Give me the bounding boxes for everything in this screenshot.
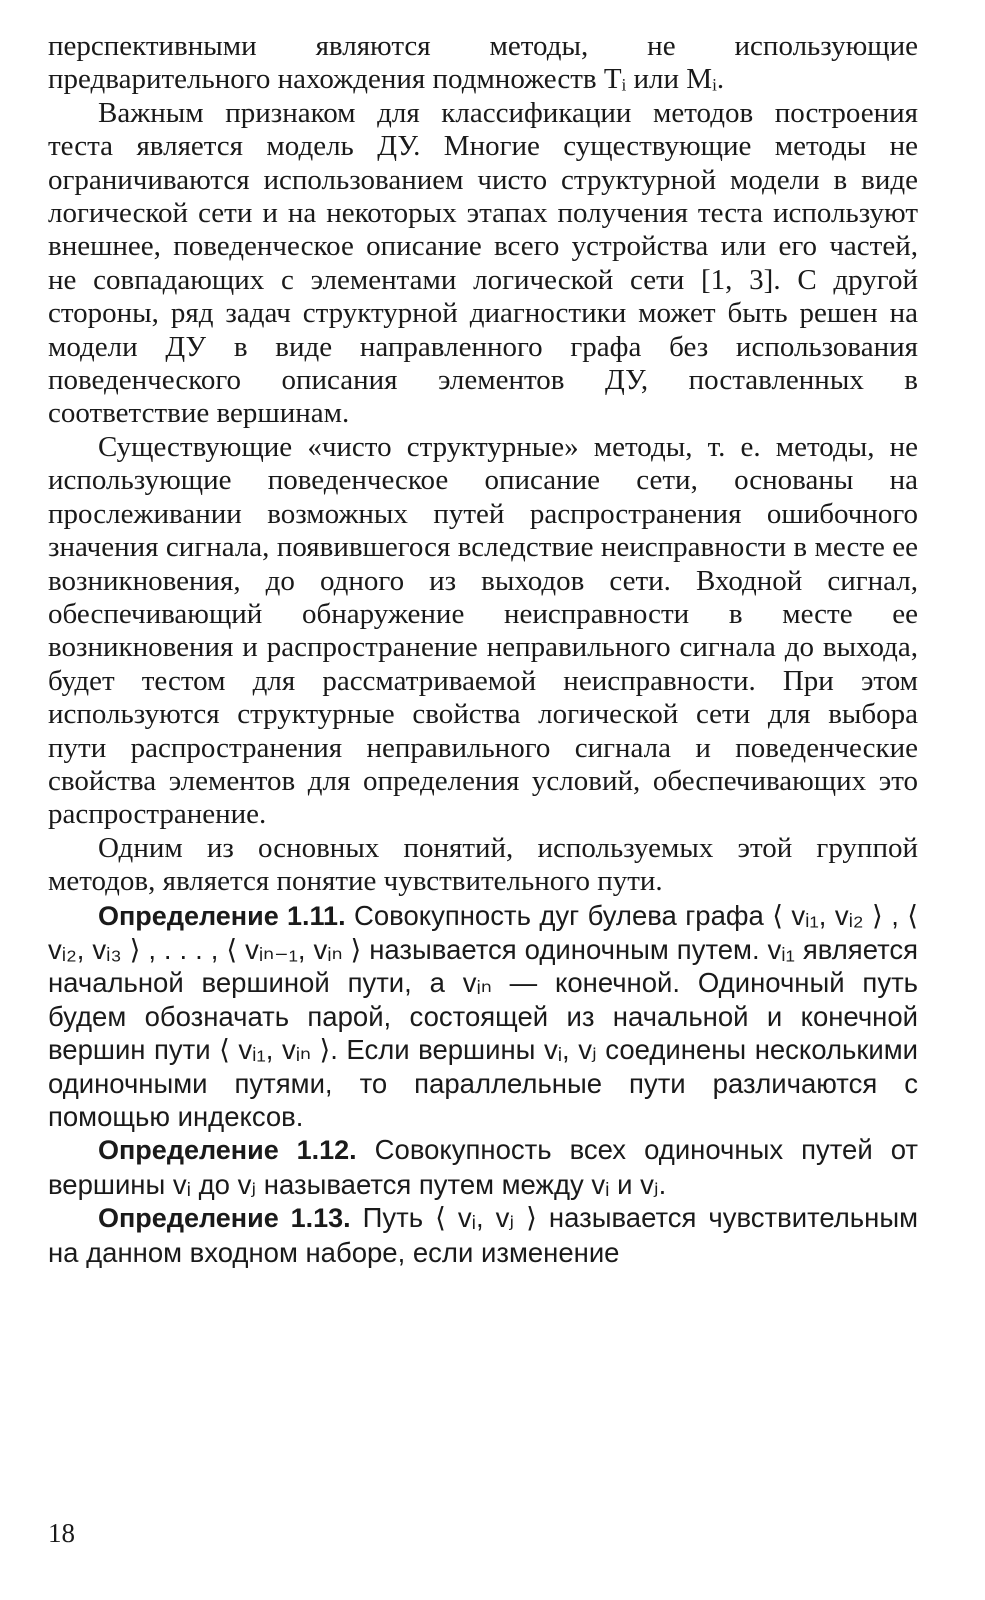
definition-text: Путь ⟨ vᵢ, vⱼ ⟩ называется чувствительным на данном входном наборе, если изменение: [48, 1202, 918, 1268]
page-body: [48, 30, 918, 1269]
paragraph-structural-methods: Существующие «чисто структурные» методы, т. е. методы, не использующие поведенческое описание сети, основаны на прослеживании возможных путей распространения ошибочного значения сигнала, появившегося вследствие неисправности в месте ее возникновения, до одного из выходов сети. Входной сигнал, обеспечивающий обнаружение неисправности в месте ее возникновения и распространение неправильного сигнала до выхода, будет тестом для рассматриваемой неисправности. При этом используются структурные свойства логической сети для выбора пути распространения неправильного сигнала и поведенческие свойства элементов для определения условий, обеспечивающих это распространение.: [48, 430, 918, 831]
definition-term: Определение 1.13.: [98, 1203, 351, 1234]
page-number: 18: [48, 1518, 75, 1548]
definition-term: Определение 1.12.: [98, 1135, 357, 1166]
definition-term: Определение 1.11.: [98, 900, 346, 931]
definition-1-12: [48, 1133, 918, 1201]
definition-1-11: [48, 899, 918, 1134]
paragraph-sensitive-path-intro: Одним из основных понятий, используемых этой группой методов, является понятие чувствительного пути.: [48, 831, 918, 898]
definition-text: Совокупность всех одиночных путей от вершины vᵢ до vⱼ называется путем между vᵢ и vⱼ.: [48, 1134, 918, 1200]
paragraph-model-classification: Важным признаком для классификации методов построения теста является модель ДУ. Многие существующие методы не ограничиваются использованием чисто структурной модели в виде логической сети и на некоторых этапах получения теста используют внешнее, поведенческое описание всего устройства или его частей, не совпадающих с элементами логической сети [1, 3]. С другой стороны, ряд задач структурной диагностики может быть решен на модели ДУ в виде направленного графа без использования поведенческого описания элементов ДУ, поставленных в соответствие вершинам.: [48, 96, 918, 430]
definition-1-13: [48, 1201, 918, 1269]
definition-text: Совокупность дуг булева графа ⟨ vᵢ₁, vᵢ₂ ⟩ , ⟨ vᵢ₂, vᵢ₃ ⟩ , . . . , ⟨ vᵢₙ₋₁, vᵢₙ ⟩ называется одиночным путем. vᵢ₁ является начальной вершиной пути, а vᵢₙ — конечной. Одиночный путь будем обозначать парой, состоящей из начальной и конечной вершин пути ⟨ vᵢ₁, vᵢₙ ⟩. Если вершины vᵢ, vⱼ соединены несколькими одиночными путями, то параллельные пути различаются с помощью индексов.: [48, 899, 918, 1132]
paragraph-continuation: перспективными являются методы, не использующие предварительного нахождения подмножеств Tᵢ или Mᵢ.: [48, 30, 918, 96]
